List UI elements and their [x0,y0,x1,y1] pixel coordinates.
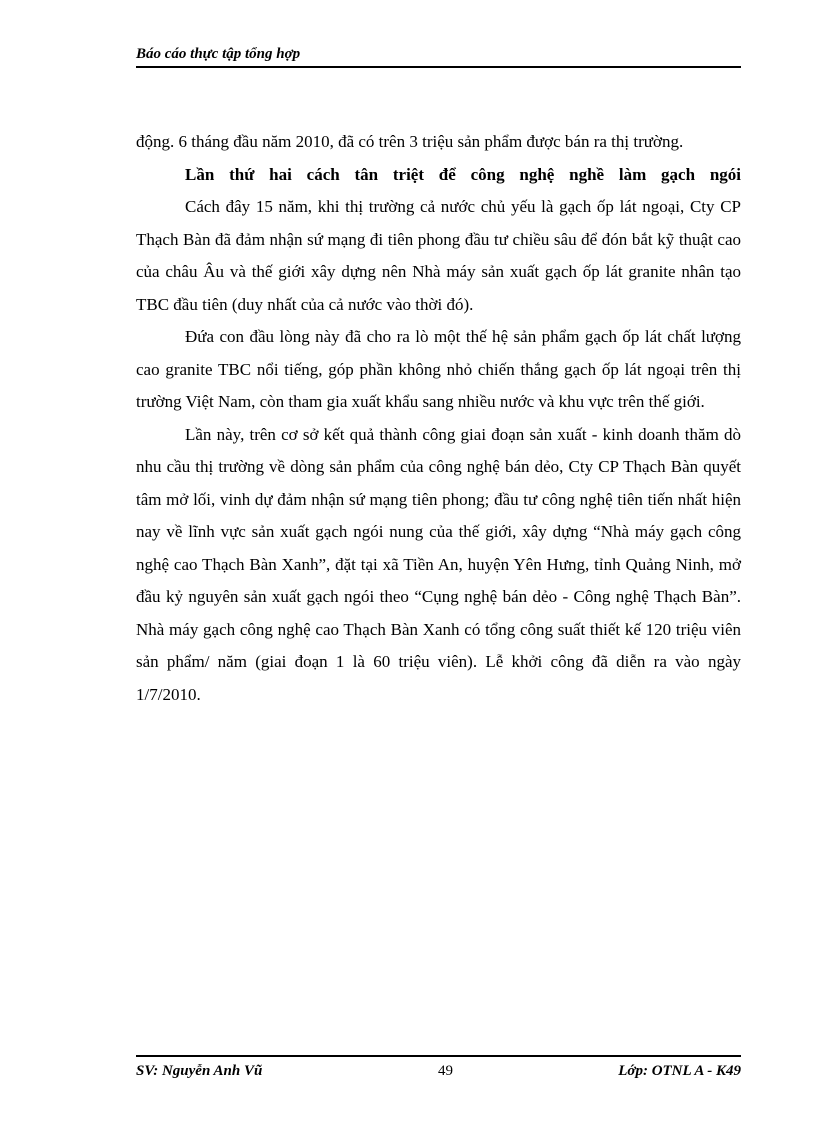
class-info: Lớp: OTNL A - K49 [618,1063,741,1079]
paragraph: Cách đây 15 năm, khi thị trường cả nước chủ yếu là gạch ốp lát ngoại, Cty CP Thạch Bàn đã đảm nhận sứ mạng đi tiên phong đầu tư chiều sâu để đón bắt kỹ thuật cao của châu Âu và thế giới xây dựng nên Nhà máy sản xuất gạch ốp lát granite nhân tạo TBC đầu tiên (duy nhất của cả nước vào thời đó). [136,197,741,314]
page-header [136,46,741,68]
student-name: SV: Nguyễn Anh Vũ [136,1063,263,1079]
report-title: Báo cáo thực tập tổng hợp [136,46,301,62]
paragraph: Đứa con đầu lòng này đã cho ra lò một thế hệ sản phẩm gạch ốp lát chất lượng cao granite TBC nổi tiếng, góp phần không nhỏ chiến thắng gạch ốp lát ngoại trên thị trường Việt Nam, còn tham gia xuất khẩu sang nhiều nước và khu vực trên thế giới. [136,327,741,411]
section-heading: Lần thứ hai cách tân triệt để công nghệ nghề làm gạch ngói [185,164,741,184]
page-number: 49 [438,1063,453,1079]
paragraph: Lần này, trên cơ sở kết quả thành công giai đoạn sản xuất - kinh doanh thăm dò nhu cầu thị trường về dòng sản phẩm của công nghệ bán dẻo, Cty CP Thạch Bàn quyết tâm mở lối, vinh dự đảm nhận sứ mạng tiên phong; đầu tư công nghệ tiên tiến nhất hiện nay về lĩnh vực sản xuất gạch ngói nung của thế giới, xây dựng “Nhà máy gạch công nghệ cao Thạch Bàn Xanh”, đặt tại xã Tiền An, huyện Yên Hưng, tỉnh Quảng Ninh, mở đầu kỷ nguyên sản xuất gạch ngói theo “Cụng nghệ bán dẻo - Công nghệ Thạch Bàn”. Nhà máy gạch công nghệ cao Thạch Bàn Xanh có tổng công suất thiết kế 120 triệu viên sản phẩm/ năm (giai đoạn 1 là 60 triệu viên). Lễ khởi công đã diễn ra vào ngày 1/7/2010. [136,424,741,704]
body-text [136,126,741,711]
paragraph-continuation: động. 6 tháng đầu năm 2010, đã có trên 3 triệu sản phẩm được bán ra thị trường. [136,132,684,151]
page-footer [136,1055,741,1080]
